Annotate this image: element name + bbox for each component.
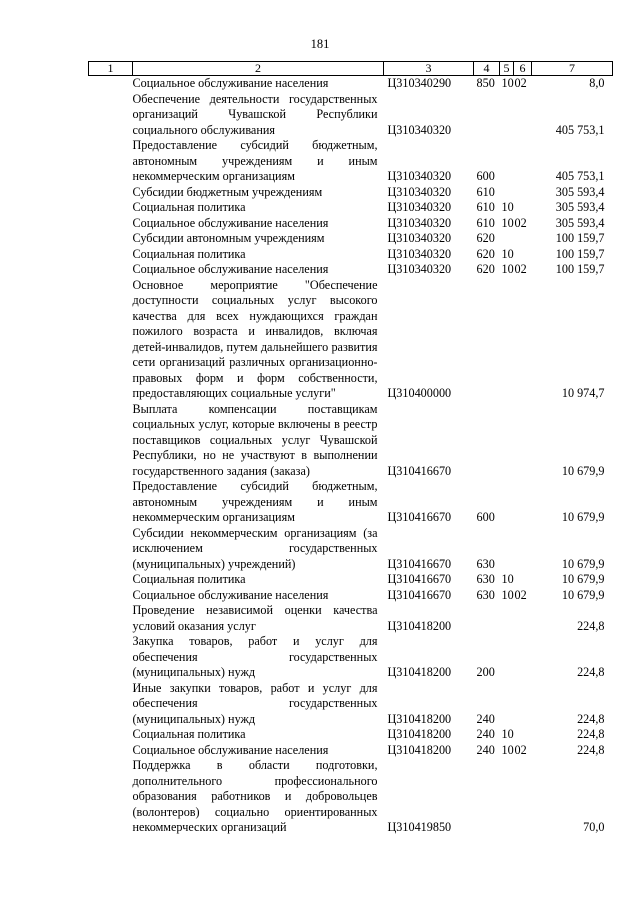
- row-name: Социальная политика: [132, 246, 246, 261]
- row-col6: [514, 572, 532, 588]
- row-name: Предоставление субсидий бюджетным, автономным учреждениям и иным некоммерческим организациям: [132, 138, 378, 183]
- row-amount: 224,8: [577, 727, 605, 741]
- row-col6: [514, 479, 532, 526]
- row-col6: [514, 634, 532, 681]
- row-col4: 610: [476, 215, 495, 230]
- row-name: Субсидии автономным учреждениям: [132, 231, 325, 245]
- row-col5: [500, 758, 514, 836]
- row-col6: [514, 681, 532, 728]
- row-code: Ц310340320: [387, 122, 452, 137]
- row-name: Социальное обслуживание населения: [132, 76, 329, 90]
- row-name: Поддержка в области подготовки, дополнительного профессионального образования работников и добровольцев (волонтеров) социально ориентированных некоммерческих организаций: [132, 758, 378, 834]
- row-amount: 100 159,7: [555, 231, 605, 245]
- table-row: [89, 92, 613, 139]
- row-col4: 620: [476, 262, 495, 276]
- row-amount: 305 593,4: [555, 215, 605, 230]
- row-col5: 10: [501, 572, 514, 586]
- table-row: [89, 727, 613, 743]
- column-header-4: 4: [474, 62, 500, 76]
- row-col5: 10: [501, 246, 514, 261]
- row-name: Субсидии некоммерческим организациям (за исключением государственных (муниципальных) учреждений): [132, 525, 378, 571]
- row-col5: [500, 185, 514, 201]
- row-col5: 10: [501, 587, 514, 602]
- budget-table-grid: [88, 61, 613, 836]
- table-row: [89, 479, 613, 526]
- row-col4: 610: [476, 184, 495, 199]
- row-col6: [514, 200, 532, 216]
- row-name: Социальная политика: [132, 200, 246, 214]
- row-code: Ц310416670: [387, 587, 452, 602]
- row-code: Ц310416670: [387, 510, 452, 524]
- table-row: [89, 200, 613, 216]
- row-code: Ц310418200: [387, 711, 452, 726]
- table-row: [89, 634, 613, 681]
- column-header-5: 5: [500, 62, 514, 76]
- row-amount: 405 753,1: [555, 169, 605, 183]
- row-name: Социальное обслуживание населения: [132, 262, 329, 276]
- row-col4: [474, 603, 500, 634]
- row-col5: [500, 231, 514, 247]
- row-amount: 224,8: [577, 618, 605, 633]
- row-amount: 70,0: [583, 820, 605, 834]
- row-col5: 10: [501, 200, 514, 214]
- row-col6: 02: [514, 215, 527, 230]
- row-col6: [514, 727, 532, 743]
- row-col5: 10: [501, 262, 514, 276]
- row-col4: [474, 278, 500, 402]
- row-col4: 630: [476, 556, 495, 571]
- row-col4: [474, 402, 500, 480]
- row-col6: [514, 247, 532, 263]
- row-col5: [500, 278, 514, 402]
- row-name: Социальное обслуживание населения: [132, 215, 329, 230]
- row-col4: 200: [476, 665, 495, 679]
- column-header-3: 3: [384, 62, 474, 76]
- row-col5: 10: [501, 742, 514, 757]
- table-row: [89, 588, 613, 604]
- row-col5: [500, 681, 514, 728]
- row-col6: 02: [514, 742, 527, 757]
- row-col6: 02: [514, 76, 527, 90]
- table-row: [89, 231, 613, 247]
- row-amount: 224,8: [577, 742, 605, 757]
- table-header: [89, 62, 613, 76]
- table-row: [89, 138, 613, 185]
- row-code: Ц310416670: [387, 463, 452, 478]
- row-code: Ц310340320: [387, 231, 452, 245]
- row-code: Ц310418200: [387, 727, 452, 741]
- row-code: Ц310340290: [387, 76, 452, 90]
- row-name: Социальная политика: [132, 572, 246, 586]
- row-col4: 240: [476, 742, 495, 757]
- row-name: Основное мероприятие "Обеспечение доступности социальных услуг высокого качества для всех нуждающихся граждан пожилого возраста и инвалидов, включая детей-инвалидов, путем дальнейшего развития сети организаций различных организационно-правовых форм и форм собственности, предоставляющих социальные услуги": [132, 277, 378, 400]
- row-amount: 305 593,4: [555, 184, 605, 199]
- row-col5: [500, 526, 514, 573]
- row-col4: [474, 758, 500, 836]
- row-amount: 100 159,7: [555, 246, 605, 261]
- table-row: [89, 185, 613, 201]
- table-row: [89, 681, 613, 728]
- page-number: 181: [310, 37, 330, 51]
- table-row: [89, 278, 613, 402]
- row-code: Ц310340320: [387, 184, 452, 199]
- table-row: [89, 526, 613, 573]
- row-col6: 02: [514, 262, 527, 276]
- row-code: Ц310340320: [387, 215, 452, 230]
- row-code: Ц310416670: [387, 572, 452, 586]
- row-col5: [500, 603, 514, 634]
- row-col4: 240: [476, 727, 495, 741]
- row-col6: [514, 402, 532, 480]
- row-col6: [514, 92, 532, 139]
- row-amount: 405 753,1: [555, 122, 605, 137]
- row-col5: [500, 634, 514, 681]
- row-code: Ц310340320: [387, 200, 452, 214]
- row-amount: 10 679,9: [561, 510, 605, 524]
- row-col4: 630: [476, 572, 495, 586]
- row-code: Ц310416670: [387, 556, 452, 571]
- row-amount: 8,0: [589, 76, 605, 90]
- row-code: Ц310418200: [387, 618, 452, 633]
- row-name: Предоставление субсидий бюджетным, автономным учреждениям и иным некоммерческим организациям: [132, 479, 378, 524]
- row-name: Иные закупки товаров, работ и услуг для обеспечения государственных (муниципальных) нужд: [132, 680, 378, 726]
- row-name: Социальная политика: [132, 727, 246, 741]
- row-code: Ц310418200: [387, 742, 452, 757]
- row-col6: 02: [514, 587, 527, 602]
- row-amount: 10 679,9: [561, 556, 605, 571]
- row-name: Проведение независимой оценки качества условий оказания услуг: [132, 603, 378, 633]
- row-code: Ц310340320: [387, 246, 452, 261]
- row-col6: [514, 278, 532, 402]
- row-code: Ц310340320: [387, 262, 452, 276]
- row-code: Ц310340320: [387, 169, 452, 183]
- row-col6: [514, 231, 532, 247]
- row-amount: 100 159,7: [555, 262, 605, 276]
- row-amount: 10 679,9: [561, 572, 605, 586]
- table-row: [89, 572, 613, 588]
- row-col4: 610: [476, 200, 495, 214]
- column-header-7: 7: [532, 62, 613, 76]
- row-col5: 10: [501, 76, 514, 90]
- column-header-1: 1: [89, 62, 133, 76]
- table-row: [89, 76, 613, 92]
- row-col4: 620: [476, 246, 495, 261]
- row-name: Субсидии бюджетным учреждениям: [132, 184, 323, 199]
- row-col5: [500, 92, 514, 139]
- row-name: Социальное обслуживание населения: [132, 587, 329, 602]
- row-name: Выплата компенсации поставщикам социальных услуг, которые включены в реестр поставщиков социальных услуг Чувашской Республики, но не участвуют в выполнении государственного задания (заказа): [132, 401, 378, 478]
- row-col5: [500, 138, 514, 185]
- row-amount: 10 974,7: [561, 386, 605, 400]
- row-code: Ц310418200: [387, 665, 452, 679]
- column-header-2: 2: [133, 62, 384, 76]
- table-row: [89, 262, 613, 278]
- row-amount: 224,8: [577, 711, 605, 726]
- table-row: [89, 758, 613, 836]
- row-amount: 10 679,9: [561, 587, 605, 602]
- header-row: [89, 62, 613, 76]
- row-name: Социальное обслуживание населения: [132, 742, 329, 757]
- row-col5: 10: [501, 215, 514, 230]
- row-amount: 224,8: [577, 665, 605, 679]
- table-row: [89, 216, 613, 232]
- row-name: Закупка товаров, работ и услуг для обеспечения государственных (муниципальных) нужд: [132, 634, 378, 679]
- row-col6: [514, 185, 532, 201]
- table-row: [89, 247, 613, 263]
- table-row: [89, 603, 613, 634]
- row-code: Ц310419850: [387, 820, 452, 834]
- table-row: [89, 743, 613, 759]
- row-amount: 305 593,4: [555, 200, 605, 214]
- table-row: [89, 402, 613, 480]
- table-body: [89, 76, 613, 836]
- row-col6: [514, 526, 532, 573]
- row-col6: [514, 138, 532, 185]
- row-col4: 600: [476, 510, 495, 524]
- row-col4: 630: [476, 587, 495, 602]
- column-header-6: 6: [514, 62, 532, 76]
- row-col6: [514, 758, 532, 836]
- row-col6: [514, 603, 532, 634]
- row-amount: 10 679,9: [561, 463, 605, 478]
- row-code: Ц310400000: [387, 386, 452, 400]
- budget-table: [88, 61, 612, 836]
- row-col5: [500, 479, 514, 526]
- row-col4: 600: [476, 169, 495, 183]
- row-col5: 10: [501, 727, 514, 741]
- row-name: Обеспечение деятельности государственных организаций Чувашской Республики социального обслуживания: [132, 91, 378, 137]
- row-col4: 850: [476, 76, 495, 90]
- row-col4: 620: [476, 231, 495, 245]
- row-col4: [474, 92, 500, 139]
- row-col5: [500, 402, 514, 480]
- row-col4: 240: [476, 711, 495, 726]
